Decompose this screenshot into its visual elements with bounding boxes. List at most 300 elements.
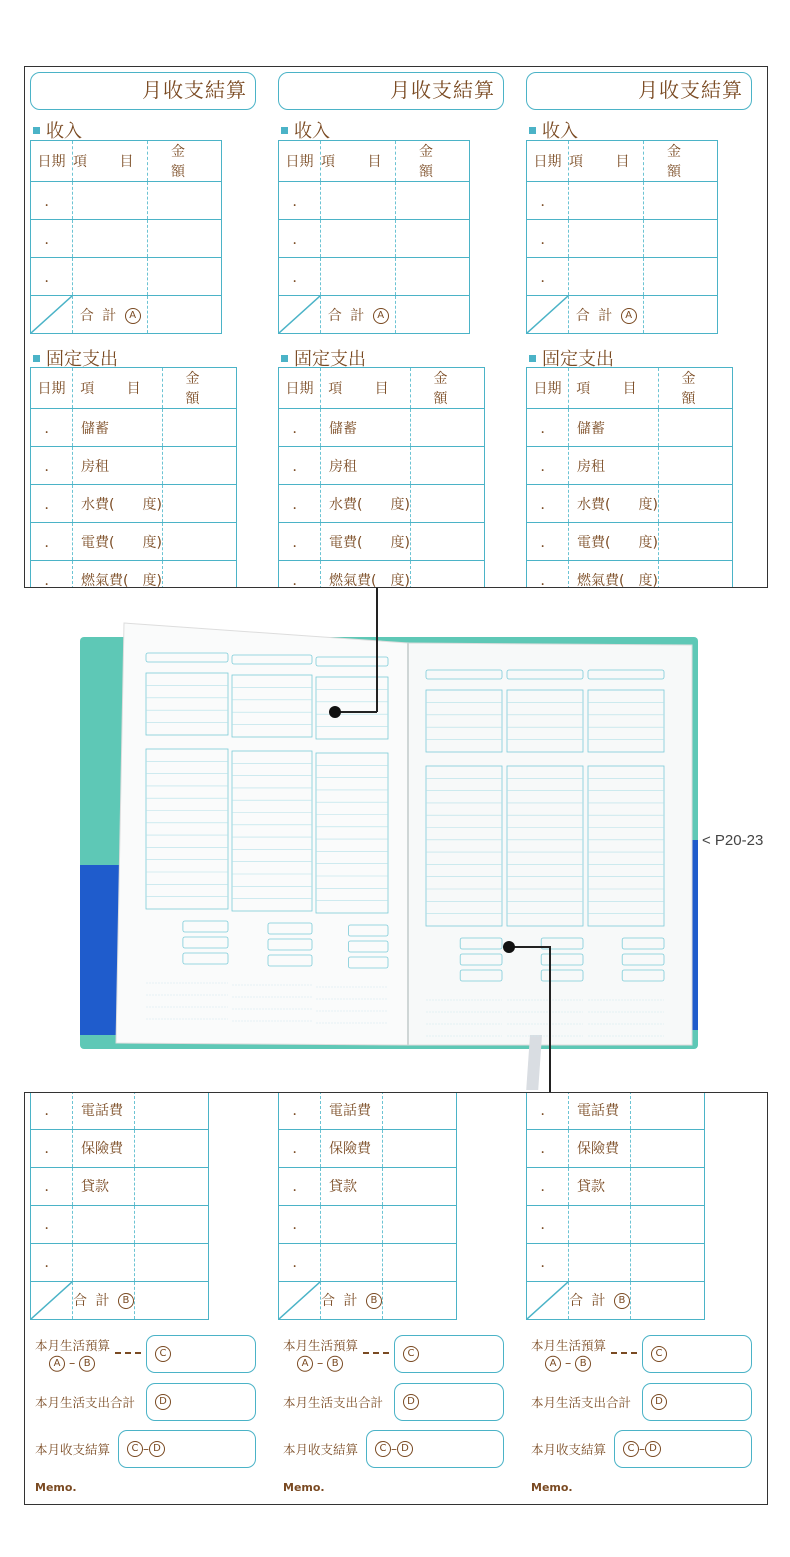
balance-label: 本月收支結算 [35, 1442, 111, 1457]
date-cell: ． [31, 1167, 73, 1205]
table-header-row [279, 368, 485, 409]
total-label [321, 296, 396, 334]
total-row [31, 1281, 209, 1319]
callout-bottom-dot [503, 941, 515, 953]
formula-mark-a: A [49, 1355, 65, 1371]
table-header-row [279, 141, 470, 182]
item-cell [73, 1243, 135, 1281]
total-text: 合 計 [327, 307, 367, 324]
amount-header: 金 額 [396, 141, 470, 182]
date-cell: ． [31, 1129, 73, 1167]
amount-cell [658, 523, 732, 561]
amount-cell [630, 1129, 704, 1167]
dashed-leader [363, 1352, 389, 1354]
table-row [31, 1167, 209, 1205]
fixed-expense-section-label: 固定支出 [46, 349, 118, 370]
amount-cell [658, 485, 732, 523]
total-diagonal-cell [279, 1281, 321, 1319]
table-row [527, 182, 718, 220]
item-cell [569, 258, 644, 296]
table-row [527, 447, 733, 485]
amount-cell [134, 1167, 208, 1205]
total-mark: A [125, 308, 141, 324]
item-cell [73, 1205, 135, 1243]
table-header-row [527, 141, 718, 182]
budget-label-text: 本月生活預算 [531, 1337, 607, 1353]
open-planner-photo [80, 615, 700, 1090]
memo-label: Memo. [531, 1481, 573, 1494]
item-cell: 保險費 [321, 1129, 383, 1167]
balance-label: 本月收支結算 [283, 1442, 359, 1457]
date-header: 日期 [31, 368, 73, 409]
column-1 [25, 1093, 261, 1504]
fixed-expense-section-label: 固定支出 [542, 349, 614, 370]
date-cell: ． [527, 1092, 569, 1129]
table-row [279, 258, 470, 296]
monthly-settlement-title: 月收支結算 [278, 72, 504, 110]
dashed-leader [611, 1352, 637, 1354]
total-amount-cell [630, 1281, 704, 1319]
total-label [321, 1281, 383, 1319]
item-cell: 水費( 度) [73, 485, 163, 523]
total-label [569, 296, 644, 334]
formula-mark-b: B [79, 1355, 95, 1371]
total-text: 合 計 [575, 307, 615, 324]
date-header: 日期 [279, 368, 321, 409]
column-2 [273, 67, 509, 587]
table-row [31, 182, 222, 220]
item-cell: 保險費 [73, 1129, 135, 1167]
table-row [31, 220, 222, 258]
item-header: 項 目 [321, 368, 411, 409]
bullet-square-icon [281, 127, 288, 134]
total-amount-cell [644, 296, 718, 334]
notebook-illustration [80, 615, 700, 1090]
table-row [279, 561, 485, 589]
balance-input-box[interactable]: C – D [614, 1430, 752, 1468]
total-label [569, 1281, 631, 1319]
date-cell: ． [31, 523, 73, 561]
fixed-expense-table-continued [526, 1092, 705, 1320]
income-section-label: 收入 [294, 121, 330, 142]
total-text: 合 計 [569, 1293, 608, 1309]
total-diagonal-cell [31, 1281, 73, 1319]
total-diagonal-cell [279, 296, 321, 334]
budget-input-box[interactable] [394, 1335, 504, 1373]
balance-mark-c: C [375, 1441, 391, 1457]
amount-cell [162, 485, 236, 523]
item-header: 項 目 [321, 141, 396, 182]
budget-label-text: 本月生活預算 [283, 1337, 359, 1353]
amount-cell [162, 447, 236, 485]
balance-input-box[interactable]: C – D [366, 1430, 504, 1468]
budget-mark: C [651, 1346, 667, 1362]
date-header: 日期 [527, 141, 569, 182]
item-cell [321, 1243, 383, 1281]
callout-top-dot [329, 706, 341, 718]
formula-mark-a: A [545, 1355, 561, 1371]
date-cell: ． [31, 447, 73, 485]
item-header: 項 目 [73, 368, 163, 409]
spend-total-input-box[interactable] [642, 1383, 752, 1421]
amount-header: 金 額 [410, 368, 484, 409]
amount-cell [410, 409, 484, 447]
item-cell [321, 220, 396, 258]
planner-zoom-bottom [24, 1092, 768, 1505]
amount-cell [134, 1205, 208, 1243]
monthly-settlement-title: 月收支結算 [526, 72, 752, 110]
balance-mark-d: D [397, 1441, 413, 1457]
item-cell: 電費( 度) [569, 523, 659, 561]
fixed-expense-section-label: 固定支出 [294, 349, 366, 370]
date-header: 日期 [279, 141, 321, 182]
callout-top-horizontal [335, 711, 377, 713]
balance-input-box[interactable]: C – D [118, 1430, 256, 1468]
amount-cell [382, 1167, 456, 1205]
total-mark: B [118, 1293, 134, 1309]
table-row [31, 523, 237, 561]
item-cell: 房租 [73, 447, 163, 485]
total-amount-cell [134, 1281, 208, 1319]
table-row [279, 220, 470, 258]
memo-label: Memo. [35, 1481, 77, 1494]
date-cell: ． [31, 182, 73, 220]
amount-cell [658, 447, 732, 485]
table-row [527, 1129, 705, 1167]
date-cell: ． [279, 1243, 321, 1281]
total-amount-cell [148, 296, 222, 334]
amount-cell [382, 1129, 456, 1167]
item-cell: 貸款 [73, 1167, 135, 1205]
date-cell: ． [279, 220, 321, 258]
bullet-square-icon [529, 127, 536, 134]
item-cell: 房租 [321, 447, 411, 485]
spend-mark: D [651, 1394, 667, 1410]
item-cell [321, 258, 396, 296]
budget-mark: C [403, 1346, 419, 1362]
amount-cell [630, 1243, 704, 1281]
date-cell: ． [527, 485, 569, 523]
total-diagonal-cell [527, 1281, 569, 1319]
date-cell: ． [279, 409, 321, 447]
item-cell [321, 182, 396, 220]
item-cell: 保險費 [569, 1129, 631, 1167]
date-cell: ． [279, 447, 321, 485]
callout-bottom-vertical [549, 946, 551, 1092]
balance-label: 本月收支結算 [531, 1442, 607, 1457]
budget-label [531, 1337, 606, 1372]
item-cell: 燃氣費( 度) [569, 561, 659, 589]
amount-cell [410, 447, 484, 485]
total-row [527, 296, 718, 334]
amount-cell [410, 485, 484, 523]
spend-total-row [526, 1383, 752, 1421]
amount-header: 金 額 [644, 141, 718, 182]
date-cell: ． [527, 447, 569, 485]
table-row [279, 1243, 457, 1281]
budget-row [278, 1335, 504, 1373]
fixed-expense-table [526, 367, 733, 588]
spend-total-input-box[interactable] [146, 1383, 256, 1421]
total-label [73, 296, 148, 334]
amount-cell [658, 409, 732, 447]
table-row [279, 485, 485, 523]
spend-total-row [278, 1383, 504, 1421]
spend-total-input-box[interactable] [394, 1383, 504, 1421]
item-cell [73, 182, 148, 220]
item-cell: 儲蓄 [321, 409, 411, 447]
cover-band-left [80, 865, 120, 1035]
item-header: 項 目 [569, 141, 644, 182]
date-cell: ． [279, 1167, 321, 1205]
memo-label: Memo. [283, 1481, 325, 1494]
amount-cell [148, 220, 222, 258]
table-row [527, 220, 718, 258]
table-row [31, 1243, 209, 1281]
spend-mark: D [155, 1394, 171, 1410]
date-cell: ． [31, 1092, 73, 1129]
page-reference: < P20-23 [702, 832, 764, 849]
total-amount-cell [396, 296, 470, 334]
amount-cell [410, 561, 484, 589]
formula-mark-b: B [327, 1355, 343, 1371]
table-row [527, 258, 718, 296]
item-cell: 電話費 [569, 1092, 631, 1129]
item-cell [73, 258, 148, 296]
item-cell: 電話費 [321, 1092, 383, 1129]
date-header: 日期 [527, 368, 569, 409]
date-header: 日期 [31, 141, 73, 182]
date-cell: ． [527, 1205, 569, 1243]
table-row [279, 1167, 457, 1205]
date-cell: ． [527, 1243, 569, 1281]
amount-cell [630, 1092, 704, 1129]
amount-cell [644, 258, 718, 296]
table-row [31, 409, 237, 447]
item-cell [569, 182, 644, 220]
amount-cell [382, 1092, 456, 1129]
amount-cell [396, 220, 470, 258]
formula-mark-a: A [297, 1355, 313, 1371]
date-cell: ． [279, 258, 321, 296]
item-cell: 貸款 [569, 1167, 631, 1205]
item-cell: 儲蓄 [569, 409, 659, 447]
table-row [527, 1205, 705, 1243]
table-row [279, 523, 485, 561]
amount-cell [134, 1092, 208, 1129]
date-cell: ． [279, 1129, 321, 1167]
date-cell: ． [279, 523, 321, 561]
formula-mark-b: B [575, 1355, 591, 1371]
date-cell: ． [31, 409, 73, 447]
amount-cell [382, 1205, 456, 1243]
item-cell: 水費( 度) [569, 485, 659, 523]
total-text: 合 計 [321, 1293, 360, 1309]
total-mark: B [614, 1293, 630, 1309]
date-cell: ． [527, 1167, 569, 1205]
item-cell [569, 1243, 631, 1281]
total-mark: A [373, 308, 389, 324]
budget-formula: A – B [283, 1354, 358, 1372]
date-cell: ． [31, 258, 73, 296]
budget-mark: C [155, 1346, 171, 1362]
column-3 [521, 1093, 757, 1504]
amount-cell [630, 1205, 704, 1243]
table-row [31, 561, 237, 589]
date-cell: ． [527, 258, 569, 296]
callout-bottom-horizontal [509, 946, 550, 948]
item-cell [73, 220, 148, 258]
item-header: 項 目 [569, 368, 659, 409]
item-cell: 燃氣費( 度) [321, 561, 411, 589]
budget-label [283, 1337, 358, 1372]
amount-cell [644, 182, 718, 220]
total-row [527, 1281, 705, 1319]
amount-cell [382, 1243, 456, 1281]
date-cell: ． [31, 1243, 73, 1281]
item-cell: 水費( 度) [321, 485, 411, 523]
spend-total-label: 本月生活支出合計 [531, 1395, 632, 1410]
amount-cell [134, 1129, 208, 1167]
column-1 [25, 67, 261, 587]
bullet-square-icon [33, 355, 40, 362]
item-header: 項 目 [73, 141, 148, 182]
item-cell: 房租 [569, 447, 659, 485]
column-2 [273, 1093, 509, 1504]
budget-formula: A – B [531, 1354, 606, 1372]
spend-total-label: 本月生活支出合計 [35, 1395, 136, 1410]
budget-formula: A – B [35, 1354, 110, 1372]
budget-label [35, 1337, 110, 1372]
date-cell: ． [527, 1129, 569, 1167]
date-cell: ． [279, 1205, 321, 1243]
item-cell: 電費( 度) [321, 523, 411, 561]
total-mark: A [621, 308, 637, 324]
total-amount-cell [382, 1281, 456, 1319]
item-cell [569, 220, 644, 258]
table-row [279, 447, 485, 485]
amount-cell [410, 523, 484, 561]
date-cell: ． [31, 1205, 73, 1243]
date-cell: ． [279, 485, 321, 523]
income-section-label: 收入 [46, 121, 82, 142]
left-page [116, 623, 408, 1045]
bullet-square-icon [529, 355, 536, 362]
table-row [527, 485, 733, 523]
table-row [31, 258, 222, 296]
total-diagonal-cell [527, 296, 569, 334]
budget-label-text: 本月生活預算 [35, 1337, 111, 1353]
item-cell: 儲蓄 [73, 409, 163, 447]
balance-mark-c: C [623, 1441, 639, 1457]
item-cell: 電話費 [73, 1092, 135, 1129]
balance-row [30, 1430, 256, 1468]
date-cell: ． [31, 220, 73, 258]
date-cell: ． [527, 409, 569, 447]
amount-cell [148, 258, 222, 296]
income-section-label: 收入 [542, 121, 578, 142]
amount-cell [162, 561, 236, 589]
table-header-row [31, 141, 222, 182]
dashed-leader [115, 1352, 141, 1354]
total-label [73, 1281, 135, 1319]
balance-mark-d: D [149, 1441, 165, 1457]
spend-total-row [30, 1383, 256, 1421]
table-row [279, 1205, 457, 1243]
amount-cell [630, 1167, 704, 1205]
table-row [279, 1092, 457, 1129]
bullet-square-icon [33, 127, 40, 134]
fixed-expense-table-continued [278, 1092, 457, 1320]
amount-cell [162, 409, 236, 447]
table-row [527, 1092, 705, 1129]
item-cell [569, 1205, 631, 1243]
table-row [527, 561, 733, 589]
table-row [527, 1243, 705, 1281]
income-table [278, 140, 470, 334]
total-row [31, 296, 222, 334]
column-3 [521, 67, 757, 587]
budget-input-box[interactable] [642, 1335, 752, 1373]
amount-cell [396, 258, 470, 296]
table-row [527, 523, 733, 561]
table-row [31, 1205, 209, 1243]
income-table [30, 140, 222, 334]
budget-row [526, 1335, 752, 1373]
amount-header: 金 額 [162, 368, 236, 409]
total-row [279, 1281, 457, 1319]
amount-cell [148, 182, 222, 220]
total-mark: B [366, 1293, 382, 1309]
amount-cell [644, 220, 718, 258]
date-cell: ． [527, 561, 569, 589]
budget-input-box[interactable] [146, 1335, 256, 1373]
balance-mark-d: D [645, 1441, 661, 1457]
date-cell: ． [527, 523, 569, 561]
amount-header: 金 額 [148, 141, 222, 182]
budget-row [30, 1335, 256, 1373]
callout-top-vertical [376, 588, 378, 712]
table-header-row [527, 368, 733, 409]
table-row [527, 409, 733, 447]
table-row [279, 409, 485, 447]
amount-cell [658, 561, 732, 589]
date-cell: ． [279, 1092, 321, 1129]
bullet-square-icon [281, 355, 288, 362]
balance-row [526, 1430, 752, 1468]
total-text: 合 計 [79, 307, 119, 324]
amount-cell [162, 523, 236, 561]
amount-cell [396, 182, 470, 220]
item-cell: 電費( 度) [73, 523, 163, 561]
income-table [526, 140, 718, 334]
spend-total-label: 本月生活支出合計 [283, 1395, 384, 1410]
item-cell: 燃氣費( 度) [73, 561, 163, 589]
total-text: 合 計 [73, 1293, 112, 1309]
balance-row [278, 1430, 504, 1468]
date-cell: ． [279, 182, 321, 220]
table-row [31, 1092, 209, 1129]
total-diagonal-cell [31, 296, 73, 334]
total-row [279, 296, 470, 334]
fixed-expense-table-continued [30, 1092, 209, 1320]
table-row [279, 1129, 457, 1167]
date-cell: ． [31, 561, 73, 589]
planner-zoom-top [24, 66, 768, 588]
table-header-row [31, 368, 237, 409]
fixed-expense-table [30, 367, 237, 588]
amount-header: 金 額 [658, 368, 732, 409]
